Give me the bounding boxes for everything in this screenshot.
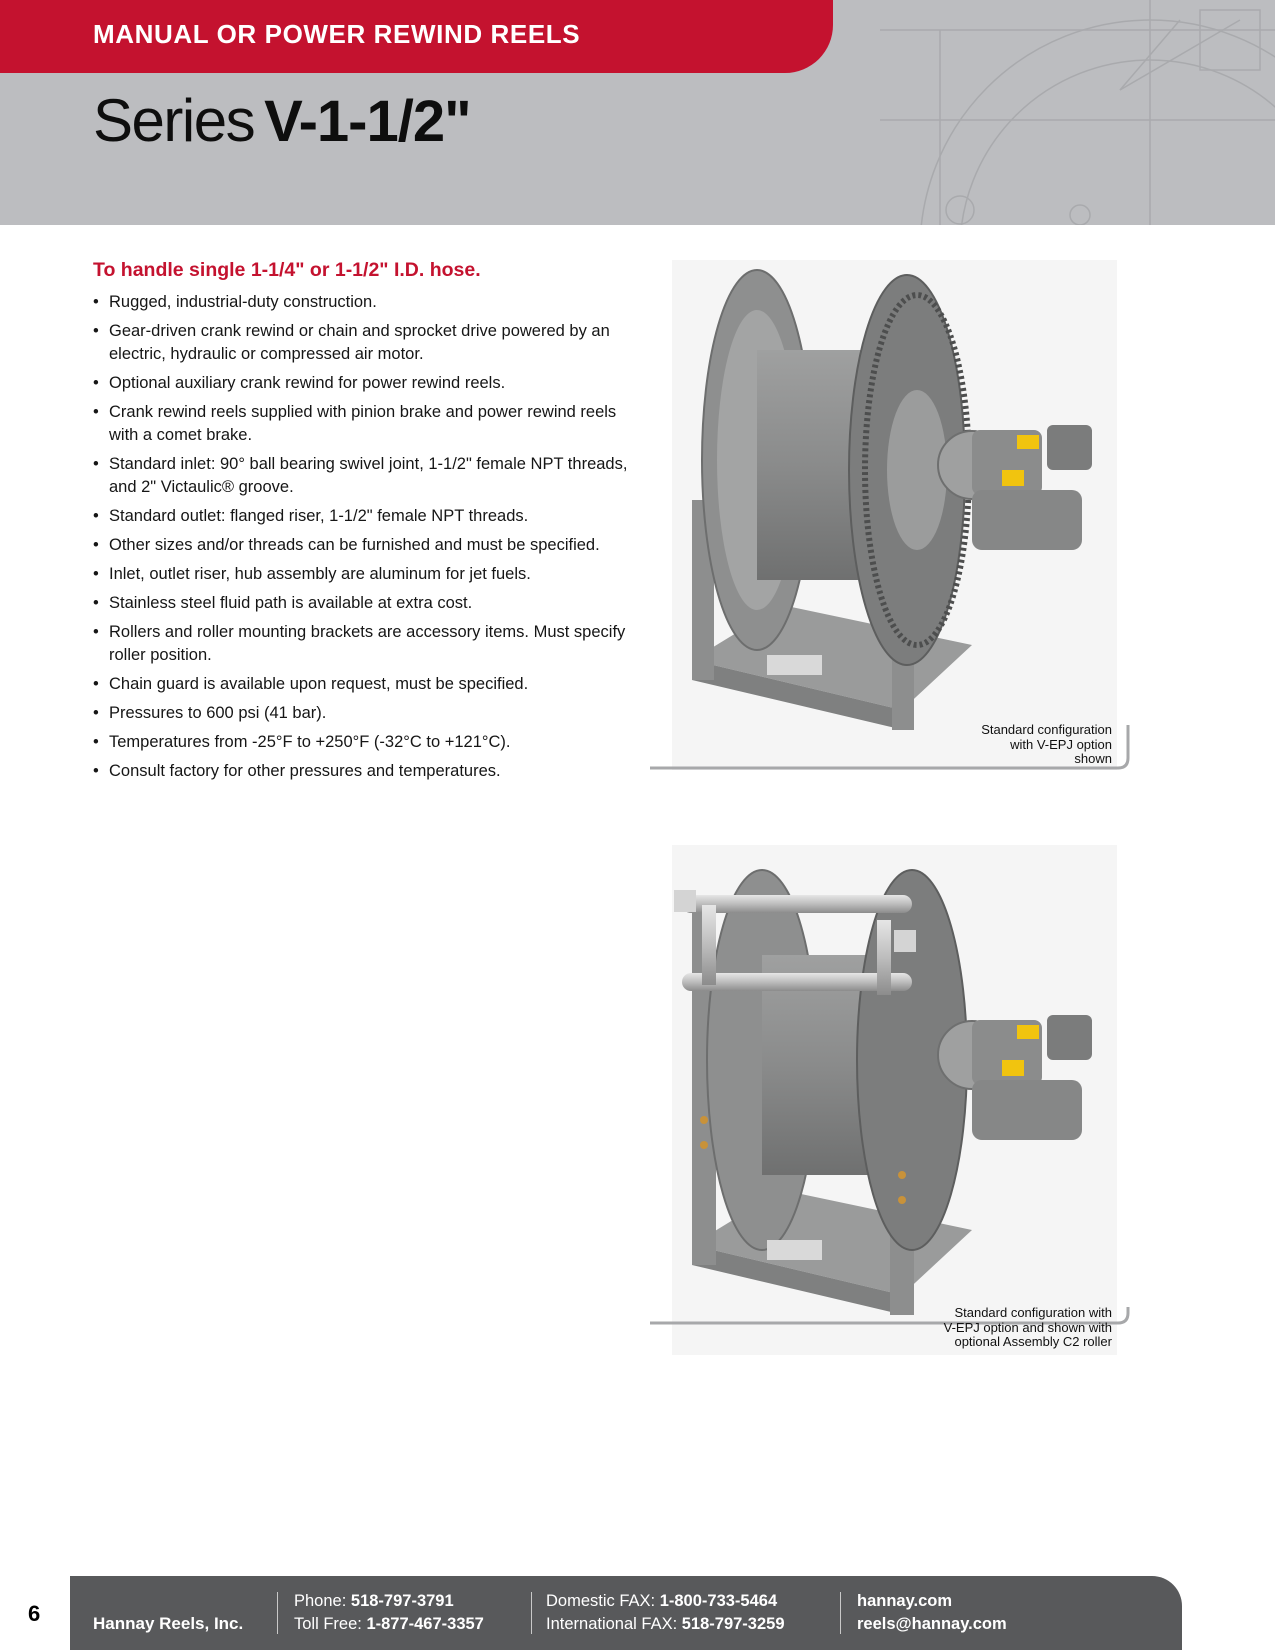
domestic-fax-label: Domestic FAX:	[546, 1592, 660, 1610]
footer-phone-block	[294, 1590, 484, 1636]
intl-fax-number: 518-797-3259	[681, 1615, 785, 1633]
page-number: 6	[28, 1601, 41, 1626]
figure-caption	[944, 1306, 1112, 1350]
feature-list	[93, 291, 633, 789]
feature-item: • Rugged, industrial-duty construction.	[93, 291, 633, 314]
feature-item: • Crank rewind reels supplied with pinion brake and power rewind reels with a comet brake.	[93, 401, 633, 447]
feature-item: • Gear-driven crank rewind or chain and sprocket drive powered by an electric, hydraulic or compressed air motor.	[93, 320, 633, 366]
feature-item: • Standard outlet: flanged riser, 1-1/2" female NPT threads.	[93, 505, 633, 528]
caption-line: shown	[1074, 751, 1112, 766]
intl-fax-label: International FAX:	[546, 1615, 682, 1633]
footer-divider	[277, 1592, 278, 1634]
feature-item: • Inlet, outlet riser, hub assembly are aluminum for jet fuels.	[93, 563, 633, 586]
subheading: To handle single 1-1/4" or 1-1/2" I.D. hose.	[93, 259, 481, 281]
figure-standard-configuration	[650, 260, 1140, 772]
figure-caption	[981, 723, 1112, 767]
series-model: V-1-1/2"	[264, 89, 471, 154]
header-band	[0, 0, 1275, 225]
caption-line: Standard configuration	[981, 722, 1112, 737]
category-label: MANUAL OR POWER REWIND REELS	[93, 19, 581, 49]
domestic-fax-number: 1-800-733-5464	[659, 1592, 778, 1610]
caption-line: Standard configuration with	[954, 1305, 1112, 1320]
phone-label: Phone:	[294, 1592, 351, 1610]
email-link[interactable]: reels@hannay.com	[857, 1615, 1007, 1633]
technical-drawing-watermark	[820, 0, 1275, 225]
caption-line: V-EPJ option and shown with	[943, 1319, 1112, 1335]
feature-item: • Consult factory for other pressures and temperatures.	[93, 760, 633, 783]
footer-fax-block	[546, 1590, 785, 1636]
page-title	[93, 86, 471, 155]
tollfree-label: Toll Free:	[294, 1615, 367, 1633]
figure-roller-configuration	[650, 845, 1140, 1357]
hose-reel-photo	[672, 260, 1117, 770]
hose-reel-with-roller-photo	[672, 845, 1117, 1355]
footer-web-block	[857, 1590, 1007, 1636]
feature-item: • Standard inlet: 90° ball bearing swivel joint, 1-1/2" female NPT threads, and 2" Victaulic® groove.	[93, 453, 633, 499]
website-link[interactable]: hannay.com	[857, 1592, 953, 1610]
feature-item: • Pressures to 600 psi (41 bar).	[93, 702, 633, 725]
series-word: Series	[93, 87, 255, 154]
category-tab	[0, 0, 833, 73]
feature-item: • Optional auxiliary crank rewind for power rewind reels.	[93, 372, 633, 395]
feature-item: • Other sizes and/or threads can be furnished and must be specified.	[93, 534, 633, 557]
phone-number[interactable]: 518-797-3791	[350, 1592, 454, 1610]
company-name: Hannay Reels, Inc.	[93, 1614, 244, 1633]
footer-divider	[840, 1592, 841, 1634]
tollfree-number[interactable]: 1-877-467-3357	[366, 1615, 484, 1633]
feature-item: • Rollers and roller mounting brackets are accessory items. Must specify roller position.	[93, 621, 633, 667]
footer-divider	[531, 1592, 532, 1634]
feature-item: • Temperatures from -25°F to +250°F (-32°C to +121°C).	[93, 731, 633, 754]
caption-line: with V-EPJ option	[1010, 736, 1112, 752]
caption-line: optional Assembly C2 roller	[954, 1334, 1112, 1349]
feature-item: • Stainless steel fluid path is available at extra cost.	[93, 592, 633, 615]
feature-item: • Chain guard is available upon request, must be specified.	[93, 673, 633, 696]
